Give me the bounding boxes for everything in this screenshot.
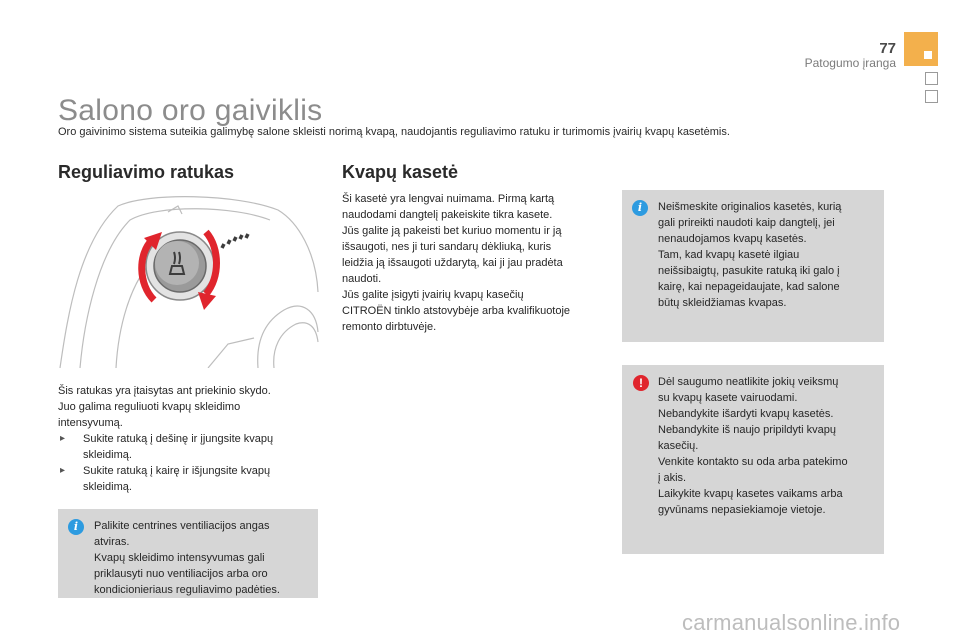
info-line: Palikite centrines ventiliacijos angas	[94, 520, 270, 532]
info-line: Neišmeskite originalios kasetės, kurią	[658, 201, 842, 213]
page-title: Salono oro gaiviklis	[58, 94, 323, 127]
tab-box-icon	[925, 72, 938, 85]
warning-line: į akis.	[658, 472, 687, 484]
info-line: atviras.	[94, 536, 130, 548]
info-line: Tam, kad kvapų kasetė ilgiau	[658, 249, 800, 261]
warning-line: su kvapų kasete vairuodami.	[658, 392, 798, 404]
description-line: intensyvumą.	[58, 417, 123, 429]
page-number: 77	[879, 40, 896, 57]
text-line: Ši kasetė yra lengvai nuimama. Pirmą kartą	[342, 193, 555, 205]
ventilation-info-box	[58, 509, 318, 598]
info-icon: i	[632, 200, 648, 216]
text-line: naudodami dangtelį pakeiskite tikra kasete.	[342, 209, 553, 221]
dial-illustration	[58, 192, 320, 368]
info-line: priklausyti nuo ventiliacijos arba oro	[94, 568, 268, 580]
warning-line: kasečių.	[658, 440, 699, 452]
text-line: naudoti.	[342, 273, 382, 285]
cartridge-warning-box	[622, 365, 884, 554]
text-line: leidžia ją išsaugoti uždarytą, kai ji jau pradėta	[342, 257, 563, 269]
tab-square-icon	[924, 51, 932, 59]
bullet-line: ▸ Sukite ratuką į dešinę ir įjungsite kvapų	[83, 433, 274, 445]
dial-heading: Reguliavimo ratukas	[58, 162, 235, 182]
info-line: nenaudojamos kvapų kasetės.	[658, 233, 807, 245]
text-line: Jūs galite ją pakeisti bet kuriuo momentu ir ją	[342, 225, 562, 237]
intro-text: Oro gaivinimo sistema suteikia galimybę salone skleisti norimą kvapą, naudojantis reguliavimo ratuku ir turimomis įvairių kvapų kasetėmis.	[58, 126, 730, 138]
section-title: Patogumo įranga	[804, 56, 896, 70]
cartridge-info-box	[622, 190, 884, 342]
bullet-line: ▸ Sukite ratuką į kairę ir išjungsite kvapų	[83, 465, 271, 477]
bullet-line: skleidimą.	[83, 481, 132, 493]
info-line: gali prireikti naudoti kaip dangtelį, jei	[658, 217, 835, 229]
cartridge-heading: Kvapų kasetė	[342, 162, 459, 182]
warning-line: Nebandykite išardyti kvapų kasetės.	[658, 408, 834, 420]
cartridge-text	[342, 191, 610, 335]
warning-line: Venkite kontakto su oda arba patekimo	[658, 456, 848, 468]
text-line: remonto dirbtuvėje.	[342, 321, 437, 333]
info-line: Kvapų skleidimo intensyvumas gali	[94, 552, 265, 564]
warning-line: Laikykite kvapų kasetes vaikams arba	[658, 488, 843, 500]
info-line: neišsibaigtų, pasukite ratuką iki galo į	[658, 265, 840, 277]
dial-bullet-list	[58, 431, 308, 495]
info-line: būtų skleidžiamas kvapas.	[658, 297, 787, 309]
description-line: Juo galima reguliuoti kvapų skleidimo	[58, 401, 241, 413]
list-item	[58, 463, 308, 495]
bullet-line: skleidimą.	[83, 449, 132, 461]
warning-line: Nebandykite iš naujo pripildyti kvapų	[658, 424, 836, 436]
warning-line: gyvūnams nepasiekiamoje vietoje.	[658, 504, 826, 516]
text-line: CITROËN tinklo atstovybėje arba kvalifikuotoje	[342, 305, 571, 317]
info-line: kairę, kai nepageidaujate, kad salone	[658, 281, 840, 293]
chapter-tab	[904, 32, 938, 66]
info-line: kondicionieriaus reguliavimo padėties.	[94, 584, 280, 596]
text-line: išsaugoti, nes ji turi sandarų dėkliuką, kuris	[342, 241, 552, 253]
dial-description	[58, 383, 308, 431]
text-line: Jūs galite įsigyti įvairių kvapų kasečių	[342, 289, 524, 301]
info-icon: i	[68, 519, 84, 535]
tab-box-icon	[925, 90, 938, 103]
watermark: carmanualsonline.info	[682, 610, 901, 635]
description-line: Šis ratukas yra įtaisytas ant priekinio skydo.	[58, 385, 271, 397]
list-item	[58, 431, 308, 463]
warning-line: Dėl saugumo neatlikite jokių veiksmų	[658, 376, 839, 388]
warning-icon: !	[633, 375, 649, 391]
